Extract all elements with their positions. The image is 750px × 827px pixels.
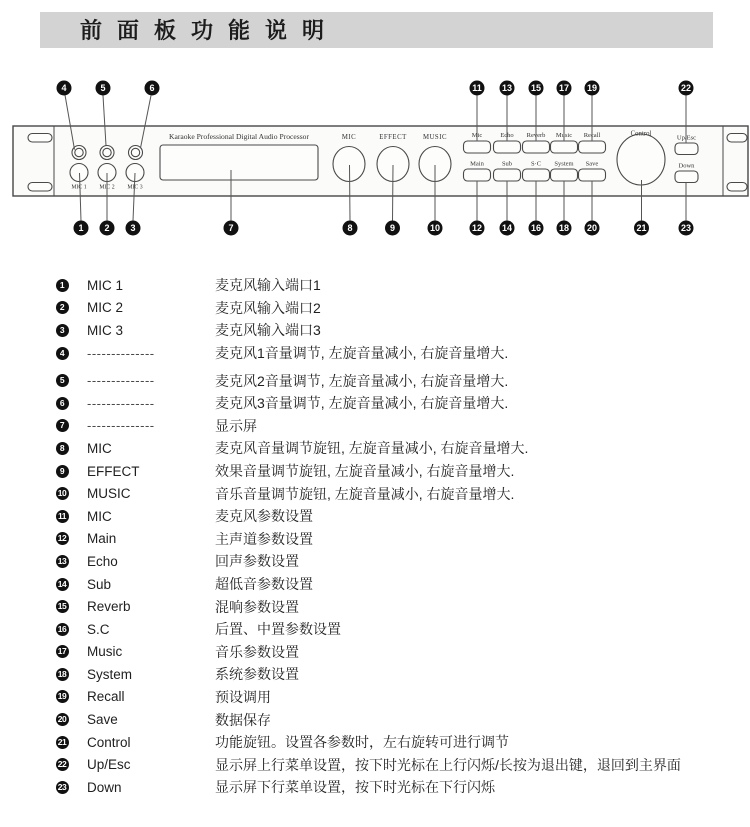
mic-button-label: Mic (471, 132, 483, 139)
legend-label: Reverb (87, 599, 131, 615)
svg-text:18: 18 (558, 223, 570, 234)
legend-row-22 (55, 753, 745, 776)
svg-text:13: 13 (501, 83, 513, 94)
legend-number-badge: 16 (56, 623, 69, 636)
svg-text:3: 3 (130, 223, 136, 234)
callout-21 (634, 221, 649, 236)
legend-description: 数据保存 (215, 711, 271, 728)
legend-description: 超低音参数设置 (215, 576, 313, 593)
legend-label: Recall (87, 689, 125, 705)
legend-number-badge: 19 (56, 690, 69, 703)
legend-label: Down (87, 779, 122, 795)
legend-number-badge: 6 (56, 397, 69, 410)
legend-row-12 (55, 528, 745, 551)
svg-text:23: 23 (680, 223, 692, 234)
rack-ear-hole (727, 134, 747, 143)
legend-label: MIC 2 (87, 300, 124, 316)
legend-row-6 (55, 392, 745, 415)
legend-row-15 (55, 595, 745, 618)
reverb-button-label: Reverb (526, 132, 546, 139)
legend-number-badge: 20 (56, 713, 69, 726)
legend-label: -------------- (87, 373, 155, 389)
legend-number-badge: 14 (56, 578, 69, 591)
rack-ear-hole (28, 134, 52, 143)
callout-17 (557, 81, 572, 96)
legend-label: -------------- (87, 418, 155, 434)
svg-text:14: 14 (501, 223, 513, 234)
legend-list (55, 274, 745, 799)
callout-14 (500, 221, 515, 236)
legend-label: MUSIC (87, 486, 131, 502)
svg-text:8: 8 (347, 223, 353, 234)
callout-12 (470, 221, 485, 236)
legend-number-badge: 12 (56, 532, 69, 545)
mic-button (464, 141, 491, 153)
mic-knob (333, 147, 365, 182)
callout-10 (428, 221, 443, 236)
down-button-label: Down (678, 162, 695, 170)
legend-row-9 (55, 460, 745, 483)
legend-number-badge: 22 (56, 758, 69, 771)
music-button (551, 141, 578, 153)
music-button-label: Music (555, 132, 573, 139)
mic-knob-label: MIC (341, 134, 357, 141)
down-button (675, 171, 698, 183)
legend-row-11 (55, 505, 745, 528)
up-esc-button (675, 143, 698, 155)
legend-number-badge: 18 (56, 668, 69, 681)
callout-2 (100, 221, 115, 236)
page-title: 前面板功能说明 (80, 18, 340, 43)
legend-row-20 (55, 708, 745, 731)
legend-label: MIC 3 (87, 322, 124, 338)
control-knob-label: Control (630, 130, 652, 138)
reverb-button (523, 141, 550, 153)
legend-description: 音乐音量调节旋钮, 左旋音量减小, 右旋音量增大. (215, 485, 515, 502)
svg-text:5: 5 (100, 83, 106, 94)
legend-number-badge: 2 (56, 301, 69, 314)
legend-description: 显示屏 (215, 417, 257, 434)
echo-button-label: Echo (500, 132, 514, 139)
legend-label: Up/Esc (87, 757, 131, 773)
callout-1 (74, 221, 89, 236)
legend-row-21 (55, 731, 745, 754)
legend-description: 功能旋钮。设置各参数时，左右旋转可进行调节 (215, 734, 509, 751)
legend-row-5 (55, 369, 745, 392)
callout-15 (529, 81, 544, 96)
callout-11 (470, 81, 485, 96)
legend-description: 音乐参数设置 (215, 643, 299, 660)
sc-button (523, 169, 550, 181)
legend-label: MIC (87, 440, 112, 456)
legend-description: 主声道参数设置 (215, 530, 313, 547)
callout-20 (585, 221, 600, 236)
legend-number-badge: 10 (56, 487, 69, 500)
legend-number-badge: 1 (56, 279, 69, 292)
callout-23 (679, 221, 694, 236)
legend-label: Echo (87, 553, 118, 569)
svg-text:15: 15 (530, 83, 542, 94)
legend-label: S.C (87, 621, 110, 637)
legend-row-2 (55, 297, 745, 320)
legend-description: 显示屏上行菜单设置，按下时光标在上行闪烁/长按为退出键，退回到主界面 (215, 756, 681, 773)
legend-number-badge: 11 (56, 510, 69, 523)
legend-description: 麦克风1音量调节, 左旋音量减小, 右旋音量增大. (215, 345, 509, 362)
save-button-label: Save (585, 160, 599, 168)
svg-text:17: 17 (558, 83, 570, 94)
rack-ear-hole (28, 183, 52, 192)
svg-text:2: 2 (104, 223, 110, 234)
legend-label: System (87, 666, 133, 682)
legend-description: 麦克风输入端口1 (215, 277, 321, 294)
sc-button-label: S·C (530, 160, 542, 168)
legend-row-8 (55, 437, 745, 460)
save-button (579, 169, 606, 181)
callout-19 (585, 81, 600, 96)
recall-button-label: Recall (583, 132, 601, 139)
up-esc-button-label: Up/Esc (676, 134, 697, 142)
legend-label: Main (87, 531, 117, 547)
legend-row-10 (55, 482, 745, 505)
legend-description: 麦克风参数设置 (215, 508, 313, 525)
svg-text:1: 1 (78, 223, 84, 234)
legend-label: MIC 1 (87, 277, 124, 293)
svg-text:12: 12 (471, 223, 483, 234)
legend-description: 混响参数设置 (215, 598, 299, 615)
legend-label: MIC (87, 508, 112, 524)
rack-ear-hole (727, 183, 747, 192)
legend-label: -------------- (87, 345, 155, 361)
mic1-jack (70, 164, 88, 182)
legend-number-badge: 23 (56, 781, 69, 794)
legend-label: Save (87, 712, 118, 728)
legend-description: 预设调用 (215, 688, 271, 705)
legend-row-7 (55, 415, 745, 438)
recall-button (579, 141, 606, 153)
callout-5 (96, 81, 111, 96)
callout-3 (126, 221, 141, 236)
legend-description: 显示屏下行菜单设置，按下时光标在下行闪烁 (215, 779, 495, 796)
svg-text:19: 19 (586, 83, 598, 94)
legend-row-23 (55, 776, 745, 799)
main-button (464, 169, 491, 181)
legend-description: 后置、中置参数设置 (215, 621, 341, 638)
legend-row-3 (55, 319, 745, 342)
legend-number-badge: 7 (56, 419, 69, 432)
legend-row-19 (55, 686, 745, 709)
legend-label: -------------- (87, 395, 155, 411)
main-button-label: Main (470, 160, 484, 168)
legend-label: Music (87, 644, 123, 660)
music-knob-label: MUSIC (422, 134, 448, 141)
control-knob (617, 134, 665, 185)
callout-22 (679, 81, 694, 96)
legend-label: Control (87, 734, 131, 750)
legend-description: 麦克风2音量调节, 左旋音量减小, 右旋音量增大. (215, 372, 509, 389)
legend-description: 回声参数设置 (215, 553, 299, 570)
svg-text:10: 10 (429, 223, 441, 234)
page-title-bar (40, 12, 713, 48)
mic2-jack-label: MIC 2 (99, 184, 115, 191)
legend-description: 麦克风输入端口2 (215, 299, 321, 316)
callout-13 (500, 81, 515, 96)
system-button (551, 169, 578, 181)
callout-4 (57, 81, 72, 96)
callout-6 (145, 81, 160, 96)
legend-row-4 (55, 342, 745, 365)
sub-button (494, 169, 521, 181)
legend-number-badge: 15 (56, 600, 69, 613)
legend-description: 麦克风3音量调节, 左旋音量减小, 右旋音量增大. (215, 395, 509, 412)
brand-text: Karaoke Professional Digital Audio Processor (168, 132, 310, 141)
mic3-jack-label: MIC 3 (127, 184, 143, 191)
legend-row-1 (55, 274, 745, 297)
svg-text:6: 6 (149, 83, 155, 94)
svg-text:7: 7 (228, 223, 234, 234)
legend-row-13 (55, 550, 745, 573)
legend-number-badge: 8 (56, 442, 69, 455)
sub-button-label: Sub (501, 160, 513, 168)
legend-description: 系统参数设置 (215, 666, 299, 683)
legend-description: 效果音量调节旋钮, 左旋音量减小, 右旋音量增大. (215, 463, 515, 480)
legend-row-18 (55, 663, 745, 686)
callout-7 (224, 221, 239, 236)
legend-row-17 (55, 641, 745, 664)
callout-16 (529, 221, 544, 236)
legend-number-badge: 21 (56, 736, 69, 749)
callout-8 (343, 221, 358, 236)
echo-button (494, 141, 521, 153)
mic1-jack-label: MIC 1 (71, 184, 87, 191)
display-screen (160, 145, 318, 180)
system-button-label: System (554, 160, 574, 168)
legend-number-badge: 4 (56, 347, 69, 360)
effect-knob-label: EFFECT (379, 134, 407, 141)
svg-text:20: 20 (586, 223, 598, 234)
legend-description: 麦克风音量调节旋钮, 左旋音量减小, 右旋音量增大. (215, 440, 529, 457)
svg-text:9: 9 (389, 223, 396, 234)
legend-number-badge: 5 (56, 374, 69, 387)
legend-label: EFFECT (87, 463, 140, 479)
legend-description: 麦克风输入端口3 (215, 322, 321, 339)
legend-row-16 (55, 618, 745, 641)
legend-row-14 (55, 573, 745, 596)
legend-number-badge: 17 (56, 645, 69, 658)
callout-18 (557, 221, 572, 236)
svg-text:4: 4 (61, 83, 67, 94)
mic2-volume-knob (100, 146, 114, 160)
legend-number-badge: 13 (56, 555, 69, 568)
front-panel-diagram (0, 60, 750, 260)
callout-9 (385, 221, 400, 236)
svg-text:21: 21 (636, 223, 647, 234)
legend-label: Sub (87, 576, 112, 592)
svg-text:22: 22 (680, 83, 692, 94)
svg-text:11: 11 (472, 83, 482, 94)
svg-text:16: 16 (530, 223, 542, 234)
legend-number-badge: 3 (56, 324, 69, 337)
legend-number-badge: 9 (56, 465, 69, 478)
